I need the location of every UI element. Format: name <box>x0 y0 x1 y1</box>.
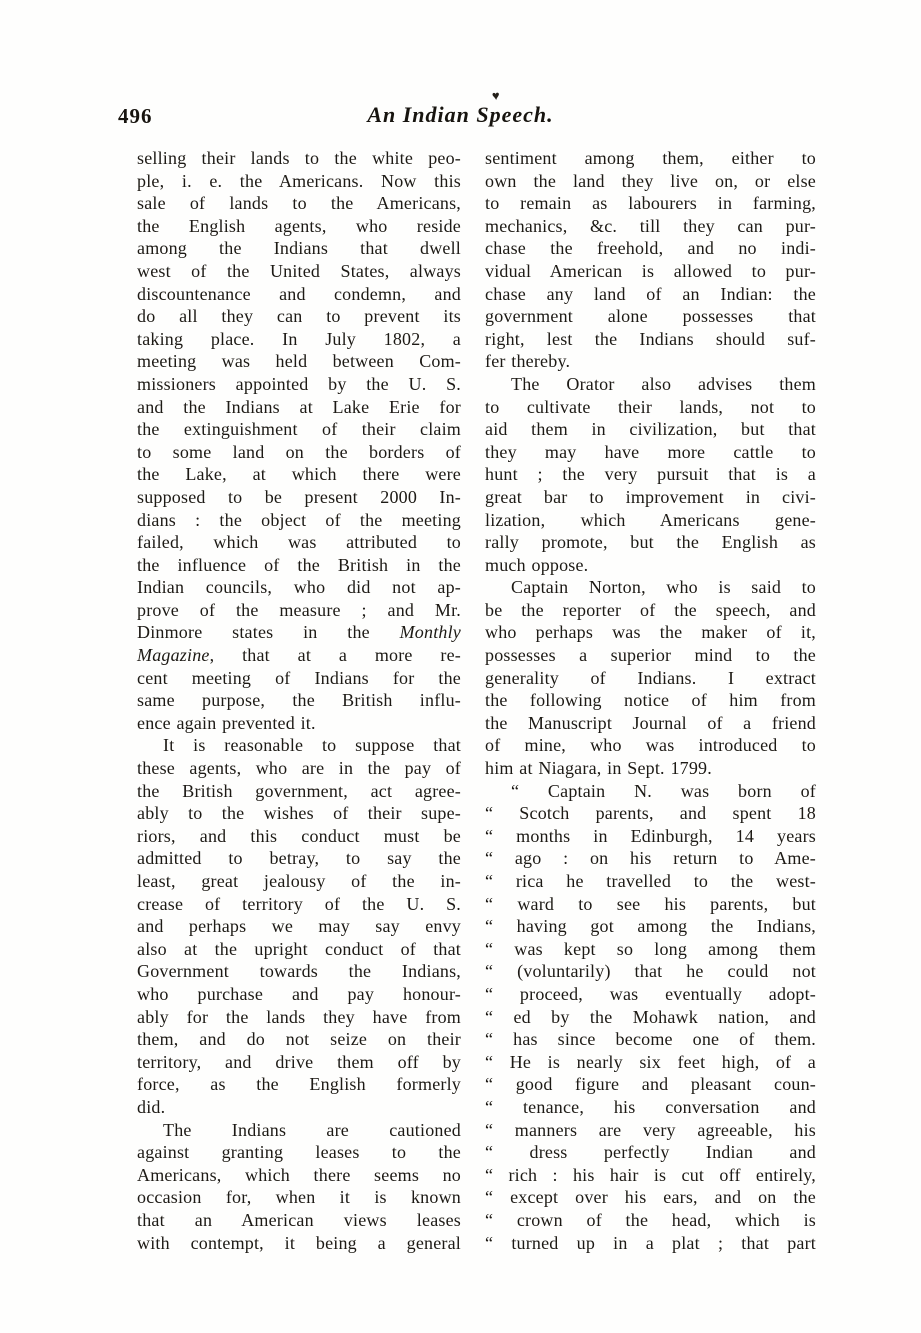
text-line: these agents, who are in the pay of <box>137 758 461 779</box>
text-line: the influence of the British in the <box>137 554 461 575</box>
text-line: meeting was held between Com- <box>137 351 461 372</box>
text-line: Americans, which there seems no <box>137 1164 461 1185</box>
text-line: and the Indians at Lake Erie for <box>137 396 461 417</box>
text-line: “ proceed, was eventually adopt- <box>485 983 816 1004</box>
page-number: 496 <box>118 104 153 128</box>
text-line: The Orator also advises them <box>511 373 816 394</box>
text-line: missioners appointed by the U. S. <box>137 373 461 394</box>
text-line: “ Captain N. was born of <box>511 780 816 801</box>
text-line: force, as the English formerly <box>137 1074 461 1095</box>
text-line: and perhaps we may say envy <box>137 916 461 937</box>
text-line: the Manuscript Journal of a friend <box>485 712 816 733</box>
text-line: “ good figure and pleasant coun- <box>485 1074 816 1095</box>
text-line: against granting leases to the <box>137 1142 461 1163</box>
text-line: the Lake, at which there were <box>137 464 461 485</box>
text-line: also at the upright conduct of that <box>137 938 461 959</box>
text-line: did. <box>137 1096 166 1117</box>
text-line: dians : the object of the meeting <box>137 509 461 530</box>
text-line: to cultivate their lands, not to <box>485 396 816 417</box>
text-line: to some land on the borders of <box>137 441 461 462</box>
text-line: sale of lands to the Americans, <box>137 193 461 214</box>
text-line: the English agents, who reside <box>137 215 461 236</box>
text-line: territory, and drive them off by <box>137 1051 461 1072</box>
text-line: mechanics, &c. till they can pur- <box>485 215 816 236</box>
text-line: chase the freehold, and no indi- <box>485 238 816 259</box>
text-line: chase any land of an Indian: the <box>485 283 816 304</box>
text-line: lization, which Americans gene- <box>485 509 816 530</box>
text-line: crease of territory of the U. S. <box>137 893 461 914</box>
text-line: own the land they live on, or else <box>485 170 816 191</box>
text-line: with contempt, it being a general <box>137 1232 461 1253</box>
text-line: vidual American is allowed to pur- <box>485 260 816 281</box>
text-line: “ ward to see his parents, but <box>485 893 816 914</box>
text-line: much oppose. <box>485 554 589 575</box>
text-line: ple, i. e. the Americans. Now this <box>137 170 461 191</box>
text-line: “ having got among the Indians, <box>485 916 816 937</box>
text-line: Indian councils, who did not ap- <box>137 577 461 598</box>
text-line: taking place. In July 1802, a <box>137 328 461 349</box>
text-line: “ rica he travelled to the west- <box>485 871 816 891</box>
page-title: An Indian Speech. <box>367 102 554 127</box>
text-line: do all they can to prevent its <box>137 306 461 327</box>
text-line: least, great jealousy of the in- <box>137 871 461 891</box>
text-line: Magazine, that at a more re- <box>137 645 461 666</box>
text-line: supposed to be present 2000 In- <box>137 486 461 507</box>
running-header <box>0 102 921 132</box>
text-line: right, lest the Indians should suf- <box>485 328 816 349</box>
right-column <box>485 147 816 1254</box>
text-line: they may have more cattle to <box>485 441 816 462</box>
text-line: same purpose, the British influ- <box>137 690 461 711</box>
text-line: “ months in Edinburgh, 14 years <box>485 825 816 846</box>
text-line: Government towards the Indians, <box>137 961 461 982</box>
text-line: them, and do not seize on their <box>137 1029 461 1050</box>
text-line: ably for the lands they have from <box>137 1006 461 1027</box>
text-line: selling their lands to the white peo- <box>137 148 461 168</box>
text-line: ence again prevented it. <box>137 712 316 733</box>
text-line: “ has since become one of them. <box>485 1029 816 1050</box>
text-line: “ He is nearly six feet high, of a <box>485 1051 816 1072</box>
text-line: aid them in civilization, but that <box>485 419 816 440</box>
text-line: who purchase and pay honour- <box>137 983 461 1004</box>
text-line: government alone possesses that <box>485 306 816 327</box>
text-line: to remain as labourers in farming, <box>485 193 816 214</box>
text-line: him at Niagara, in Sept. 1799. <box>485 758 712 779</box>
text-line: the extinguishment of their claim <box>137 419 461 440</box>
text-line: of mine, who was introduced to <box>485 735 816 756</box>
text-line: fer thereby. <box>485 351 571 372</box>
text-line: discountenance and condemn, and <box>137 283 461 304</box>
text-line: “ manners are very agreeable, his <box>485 1119 816 1140</box>
text-line: “ except over his ears, and on the <box>485 1187 816 1208</box>
text-line: west of the United States, always <box>137 260 461 281</box>
text-line: occasion for, when it is known <box>137 1187 461 1208</box>
text-line: ably to the wishes of their supe- <box>137 803 461 824</box>
text-line: “ ago : on his return to Ame- <box>485 848 816 869</box>
text-line: “ (voluntarily) that he could not <box>485 961 816 982</box>
text-line: “ Scotch parents, and spent 18 <box>485 803 816 824</box>
text-line: that an American views leases <box>137 1209 461 1230</box>
text-line: great bar to improvement in civi- <box>485 486 816 507</box>
text-line: “ was kept so long among them <box>485 938 816 959</box>
text-line: be the reporter of the speech, and <box>485 599 816 620</box>
text-line: prove of the measure ; and Mr. <box>137 599 461 620</box>
text-line: the British government, act agree- <box>137 780 461 801</box>
text-line: hunt ; the very pursuit that is a <box>485 464 816 485</box>
text-line: “ turned up in a plat ; that part <box>485 1232 816 1253</box>
text-line: possesses a superior mind to the <box>485 645 816 666</box>
text-line: “ ed by the Mohawk nation, and <box>485 1006 816 1027</box>
text-line: It is reasonable to suppose that <box>163 735 461 756</box>
left-column <box>137 147 461 1254</box>
text-line: rally promote, but the English as <box>485 532 816 553</box>
ink-blot-icon: ♥ <box>491 87 501 104</box>
text-line: Dinmore states in the Monthly <box>137 622 461 643</box>
text-line: “ rich : his hair is cut off entirely, <box>485 1164 816 1185</box>
text-line: The Indians are cautioned <box>163 1119 461 1140</box>
text-line: cent meeting of Indians for the <box>137 667 461 688</box>
text-line: riors, and this conduct must be <box>137 825 461 846</box>
text-line: “ crown of the head, which is <box>485 1209 816 1230</box>
text-line: Captain Norton, who is said to <box>511 577 816 598</box>
text-line: admitted to betray, to say the <box>137 848 461 869</box>
text-line: failed, which was attributed to <box>137 532 461 553</box>
text-line: “ tenance, his conversation and <box>485 1096 816 1117</box>
text-line: among the Indians that dwell <box>137 238 461 259</box>
text-line: “ dress perfectly Indian and <box>485 1142 816 1163</box>
text-line: generality of Indians. I extract <box>485 667 816 688</box>
text-line: sentiment among them, either to <box>485 148 816 168</box>
text-line: who perhaps was the maker of it, <box>485 622 816 643</box>
text-line: the following notice of him from <box>485 690 816 711</box>
